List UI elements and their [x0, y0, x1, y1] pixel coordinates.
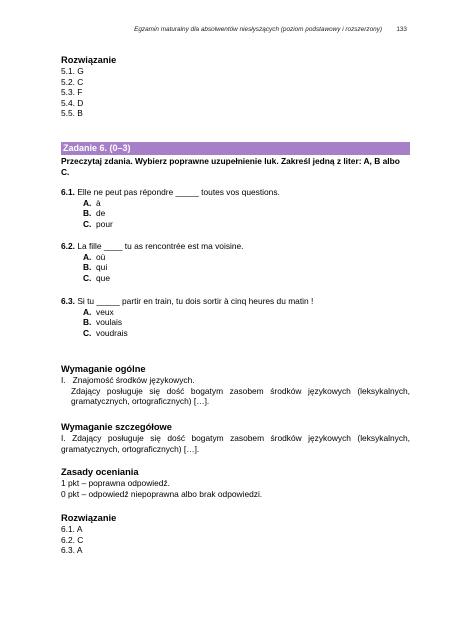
solution-item: 5.1. G — [61, 66, 84, 76]
option-text: qui — [96, 262, 108, 273]
option-b[interactable] — [61, 262, 410, 273]
solution-section-1 — [61, 55, 410, 119]
option-letter[interactable]: C. — [83, 327, 92, 338]
option-text: veux — [96, 306, 114, 317]
option-letter[interactable]: B. — [83, 317, 92, 328]
scoring-line: 0 pkt – odpowiedź niepoprawna albo brak odpowiedzi. — [61, 488, 263, 499]
question-text: Elle ne peut pas répondre _____ toutes vos questions. — [77, 187, 280, 197]
requirement-line: I. Znajomość środków językowych. — [61, 375, 195, 385]
option-text: où — [96, 251, 106, 262]
option-letter[interactable]: A. — [83, 306, 92, 317]
task-section — [61, 142, 410, 177]
question-text: La fille ____ tu as rencontrée est ma voisine. — [77, 241, 244, 251]
specific-requirement-heading: Wymaganie szczegółowe — [61, 422, 172, 432]
page-number: 133 — [396, 26, 407, 33]
task-title-band: Zadanie 6. (0–3) — [61, 142, 410, 155]
requirement-line: gramatycznych, ortograficznych) […]. — [71, 396, 210, 407]
option-letter[interactable]: C. — [83, 272, 92, 283]
solution-item: 5.5. B — [61, 108, 83, 119]
task-instruction — [61, 156, 410, 177]
general-requirement — [61, 364, 410, 407]
question-number: 6.2. — [61, 241, 75, 251]
option-text: voudrais — [96, 327, 128, 338]
option-text: à — [96, 197, 101, 208]
scoring-heading: Zasady oceniania — [61, 467, 139, 477]
option-letter[interactable]: A. — [83, 251, 92, 262]
question-6-3 — [61, 296, 410, 338]
option-a[interactable] — [61, 307, 410, 318]
solution-heading: Rozwiązanie — [61, 513, 117, 523]
question-6-1 — [61, 187, 410, 229]
option-b[interactable] — [61, 208, 410, 219]
question-6-2 — [61, 241, 410, 283]
scoring-line: 1 pkt – poprawna odpowiedź. — [61, 478, 170, 488]
question-number: 6.1. — [61, 187, 75, 197]
solution-heading: Rozwiązanie — [61, 55, 117, 65]
instruction-line: Przeczytaj zdania. Wybierz poprawne uzupełnienie luk. Zakreśl jedną z liter: A, B albo — [61, 156, 400, 166]
requirement-line: gramatycznych, ortograficznych) […]. — [61, 443, 200, 454]
requirement-line: Zdający posługuje się dość bogatym zasobem środków językowych (leksykalnych, — [71, 385, 410, 396]
option-a[interactable] — [61, 252, 410, 263]
option-text: que — [96, 272, 110, 283]
option-a[interactable] — [61, 198, 410, 209]
option-letter[interactable]: B. — [83, 208, 92, 219]
option-letter[interactable]: B. — [83, 262, 92, 273]
specific-requirement — [61, 422, 410, 454]
option-b[interactable] — [61, 317, 410, 328]
option-text: voulais — [96, 317, 123, 328]
general-requirement-heading: Wymaganie ogólne — [61, 364, 146, 374]
solution-section-2 — [61, 513, 410, 556]
question-text: Si tu _____ partir en train, tu dois sortir à cinq heures du matin ! — [77, 296, 314, 306]
header-title: Egzamin maturalny dla absolwentów niesłyszących (poziom podstawowy i rozszerzony) — [134, 26, 382, 33]
option-letter[interactable]: C. — [83, 218, 92, 229]
solution-item: 5.2. C — [61, 76, 84, 87]
solution-item: 5.3. F — [61, 87, 83, 98]
option-c[interactable] — [61, 219, 410, 230]
option-c[interactable] — [61, 273, 410, 284]
solution-item: 6.3. A — [61, 545, 83, 556]
solution-item: 6.1. A — [61, 524, 83, 534]
option-text: pour — [96, 218, 113, 229]
solution-item: 5.4. D — [61, 97, 84, 108]
option-letter[interactable]: A. — [83, 197, 92, 208]
option-c[interactable] — [61, 328, 410, 339]
scoring-rules — [61, 467, 410, 499]
question-number: 6.3. — [61, 296, 75, 306]
instruction-line: C. — [61, 166, 70, 177]
option-text: de — [96, 208, 106, 219]
solution-item: 6.2. C — [61, 534, 84, 545]
requirement-line: I. Zdający posługuje się dość bogatym zasobem środków językowych (leksykalnych, — [61, 433, 410, 443]
